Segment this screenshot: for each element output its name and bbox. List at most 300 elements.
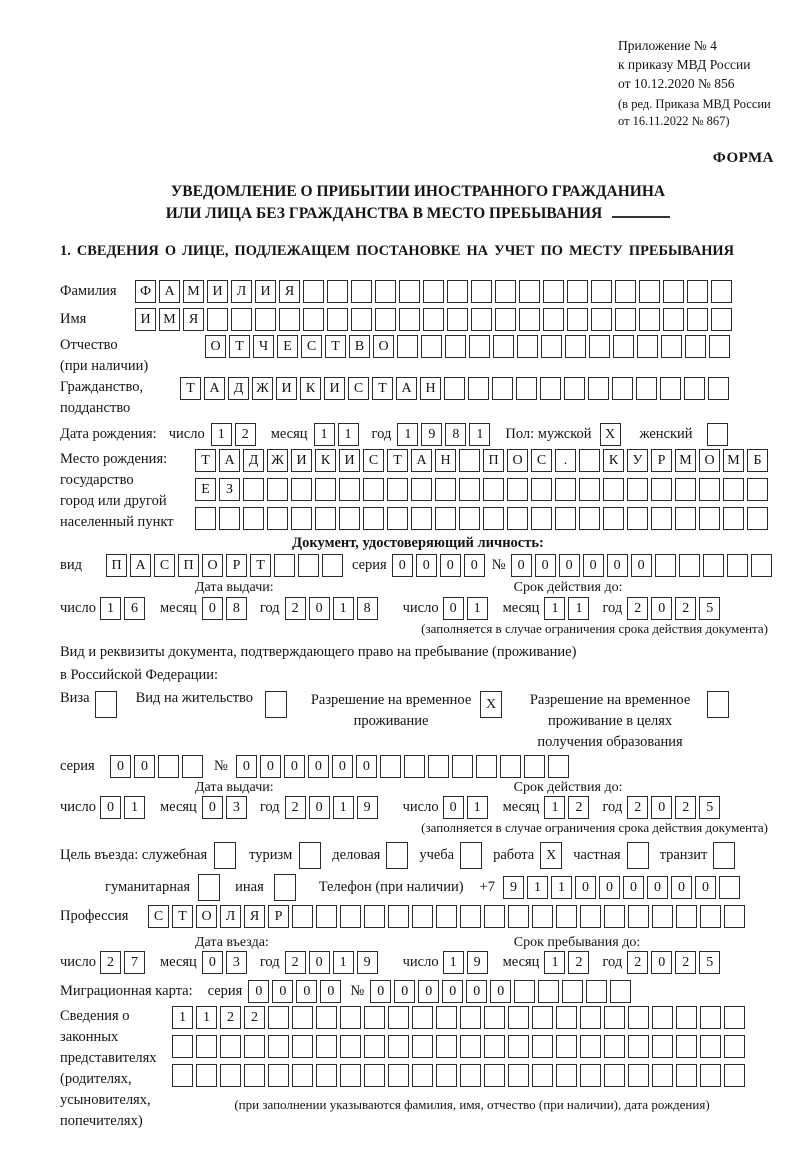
char-cell[interactable]: 8 (357, 597, 378, 620)
char-cell[interactable] (604, 1064, 625, 1087)
residence-issue-day-input[interactable] (100, 796, 148, 819)
char-cell[interactable]: 9 (421, 423, 442, 446)
char-cell[interactable]: Ч (253, 335, 274, 358)
char-cell[interactable] (207, 308, 228, 331)
char-cell[interactable] (627, 507, 648, 530)
char-cell[interactable]: 9 (503, 876, 524, 899)
char-cell[interactable] (676, 1064, 697, 1087)
char-cell[interactable] (700, 1064, 721, 1087)
birth-day-input[interactable] (211, 423, 259, 446)
char-cell[interactable] (580, 905, 601, 928)
char-cell[interactable]: О (507, 449, 528, 472)
purpose-official-checkbox[interactable] (214, 842, 236, 869)
char-cell[interactable] (548, 755, 569, 778)
char-cell[interactable]: С (531, 449, 552, 472)
char-cell[interactable] (517, 335, 538, 358)
char-cell[interactable] (315, 478, 336, 501)
char-cell[interactable] (268, 1006, 289, 1029)
char-cell[interactable]: Ф (135, 280, 156, 303)
char-cell[interactable]: 0 (236, 755, 257, 778)
visa-checkbox[interactable] (95, 691, 117, 718)
char-cell[interactable] (531, 478, 552, 501)
char-cell[interactable]: И (207, 280, 228, 303)
residence-issue-month-input[interactable] (202, 796, 250, 819)
char-cell[interactable] (747, 507, 768, 530)
char-cell[interactable]: 2 (235, 423, 256, 446)
purpose-study-checkbox[interactable] (460, 842, 482, 869)
char-cell[interactable]: 0 (607, 554, 628, 577)
char-cell[interactable] (445, 335, 466, 358)
char-cell[interactable] (724, 1006, 745, 1029)
char-cell[interactable] (388, 1064, 409, 1087)
char-cell[interactable] (567, 308, 588, 331)
char-cell[interactable] (363, 507, 384, 530)
char-cell[interactable] (612, 377, 633, 400)
char-cell[interactable] (351, 280, 372, 303)
char-cell[interactable]: 2 (627, 597, 648, 620)
birth-place-row1-input[interactable] (195, 449, 771, 472)
char-cell[interactable] (469, 335, 490, 358)
char-cell[interactable]: 1 (544, 951, 565, 974)
char-cell[interactable]: 6 (124, 597, 145, 620)
char-cell[interactable] (388, 1035, 409, 1058)
char-cell[interactable] (412, 1006, 433, 1029)
char-cell[interactable] (471, 308, 492, 331)
char-cell[interactable] (651, 507, 672, 530)
char-cell[interactable] (411, 507, 432, 530)
char-cell[interactable] (444, 377, 465, 400)
char-cell[interactable]: 1 (338, 423, 359, 446)
char-cell[interactable] (387, 478, 408, 501)
char-cell[interactable] (651, 478, 672, 501)
birth-place-row3-input[interactable] (195, 507, 771, 530)
char-cell[interactable] (471, 280, 492, 303)
char-cell[interactable] (591, 308, 612, 331)
char-cell[interactable] (493, 335, 514, 358)
char-cell[interactable]: Б (747, 449, 768, 472)
char-cell[interactable]: 0 (466, 980, 487, 1003)
char-cell[interactable] (484, 1006, 505, 1029)
char-cell[interactable] (540, 377, 561, 400)
char-cell[interactable] (399, 280, 420, 303)
char-cell[interactable] (628, 905, 649, 928)
temp-residence-edu-checkbox[interactable] (707, 691, 729, 718)
char-cell[interactable] (327, 280, 348, 303)
char-cell[interactable] (412, 905, 433, 928)
surname-input[interactable] (135, 280, 735, 303)
char-cell[interactable] (340, 1035, 361, 1058)
char-cell[interactable]: Ж (267, 449, 288, 472)
char-cell[interactable]: 0 (651, 951, 672, 974)
char-cell[interactable]: 0 (134, 755, 155, 778)
char-cell[interactable]: 2 (220, 1006, 241, 1029)
char-cell[interactable] (452, 755, 473, 778)
char-cell[interactable] (615, 308, 636, 331)
char-cell[interactable] (663, 308, 684, 331)
char-cell[interactable]: С (348, 377, 369, 400)
char-cell[interactable] (243, 507, 264, 530)
char-cell[interactable] (397, 335, 418, 358)
migration-card-series-input[interactable] (248, 980, 344, 1003)
char-cell[interactable]: 0 (284, 755, 305, 778)
char-cell[interactable]: 1 (211, 423, 232, 446)
char-cell[interactable]: 1 (551, 876, 572, 899)
char-cell[interactable]: 0 (651, 597, 672, 620)
char-cell[interactable] (699, 478, 720, 501)
char-cell[interactable] (423, 280, 444, 303)
sex-female-checkbox[interactable] (707, 423, 728, 446)
char-cell[interactable] (172, 1064, 193, 1087)
char-cell[interactable] (588, 377, 609, 400)
char-cell[interactable]: Т (387, 449, 408, 472)
char-cell[interactable] (603, 478, 624, 501)
char-cell[interactable] (484, 905, 505, 928)
char-cell[interactable] (580, 1064, 601, 1087)
char-cell[interactable]: 1 (467, 796, 488, 819)
char-cell[interactable] (375, 308, 396, 331)
char-cell[interactable]: 1 (100, 597, 121, 620)
char-cell[interactable] (565, 335, 586, 358)
char-cell[interactable]: 2 (675, 951, 696, 974)
char-cell[interactable]: 0 (440, 554, 461, 577)
char-cell[interactable] (421, 335, 442, 358)
char-cell[interactable]: 0 (695, 876, 716, 899)
residence-series-input[interactable] (110, 755, 206, 778)
char-cell[interactable] (519, 280, 540, 303)
char-cell[interactable]: М (183, 280, 204, 303)
char-cell[interactable]: А (130, 554, 151, 577)
char-cell[interactable] (703, 554, 724, 577)
char-cell[interactable] (719, 876, 740, 899)
char-cell[interactable] (196, 1064, 217, 1087)
doc-number-input[interactable] (511, 554, 775, 577)
char-cell[interactable]: 0 (631, 554, 652, 577)
char-cell[interactable] (411, 478, 432, 501)
temp-residence-checkbox[interactable]: X (480, 691, 502, 718)
char-cell[interactable] (676, 905, 697, 928)
char-cell[interactable]: 0 (392, 554, 413, 577)
stay-year-input[interactable] (627, 951, 723, 974)
char-cell[interactable]: 0 (248, 980, 269, 1003)
char-cell[interactable] (700, 905, 721, 928)
char-cell[interactable] (724, 1035, 745, 1058)
char-cell[interactable]: 0 (296, 980, 317, 1003)
residence-valid-year-input[interactable] (627, 796, 723, 819)
char-cell[interactable]: И (255, 280, 276, 303)
char-cell[interactable]: О (699, 449, 720, 472)
legal-row2-input[interactable] (172, 1035, 772, 1058)
char-cell[interactable] (292, 905, 313, 928)
char-cell[interactable] (532, 905, 553, 928)
char-cell[interactable] (708, 377, 729, 400)
char-cell[interactable]: Н (435, 449, 456, 472)
char-cell[interactable]: И (339, 449, 360, 472)
char-cell[interactable] (524, 755, 545, 778)
char-cell[interactable] (492, 377, 513, 400)
char-cell[interactable]: И (324, 377, 345, 400)
char-cell[interactable]: Т (325, 335, 346, 358)
char-cell[interactable]: 2 (627, 951, 648, 974)
char-cell[interactable] (604, 905, 625, 928)
char-cell[interactable] (291, 478, 312, 501)
char-cell[interactable]: 0 (443, 597, 464, 620)
char-cell[interactable]: 1 (397, 423, 418, 446)
char-cell[interactable] (613, 335, 634, 358)
char-cell[interactable]: О (205, 335, 226, 358)
char-cell[interactable] (711, 280, 732, 303)
char-cell[interactable]: 1 (333, 796, 354, 819)
char-cell[interactable] (380, 755, 401, 778)
stay-day-input[interactable] (443, 951, 491, 974)
char-cell[interactable] (436, 1006, 457, 1029)
char-cell[interactable] (316, 1006, 337, 1029)
char-cell[interactable]: 0 (110, 755, 131, 778)
char-cell[interactable]: . (555, 449, 576, 472)
char-cell[interactable]: 1 (568, 597, 589, 620)
char-cell[interactable] (639, 308, 660, 331)
char-cell[interactable] (460, 1035, 481, 1058)
char-cell[interactable]: О (373, 335, 394, 358)
char-cell[interactable] (727, 554, 748, 577)
char-cell[interactable]: С (154, 554, 175, 577)
char-cell[interactable] (364, 1006, 385, 1029)
char-cell[interactable] (579, 507, 600, 530)
char-cell[interactable]: 0 (260, 755, 281, 778)
char-cell[interactable]: 0 (599, 876, 620, 899)
char-cell[interactable]: 2 (285, 597, 306, 620)
char-cell[interactable] (556, 905, 577, 928)
char-cell[interactable]: П (178, 554, 199, 577)
char-cell[interactable] (460, 1064, 481, 1087)
char-cell[interactable]: А (159, 280, 180, 303)
char-cell[interactable]: 0 (272, 980, 293, 1003)
char-cell[interactable]: 0 (202, 597, 223, 620)
char-cell[interactable] (507, 478, 528, 501)
doc-issue-day-input[interactable] (100, 597, 148, 620)
char-cell[interactable] (364, 1064, 385, 1087)
char-cell[interactable] (676, 1035, 697, 1058)
char-cell[interactable]: П (106, 554, 127, 577)
char-cell[interactable] (723, 507, 744, 530)
char-cell[interactable] (500, 755, 521, 778)
char-cell[interactable] (652, 1006, 673, 1029)
char-cell[interactable] (589, 335, 610, 358)
char-cell[interactable]: 0 (202, 951, 223, 974)
char-cell[interactable] (158, 755, 179, 778)
char-cell[interactable] (231, 308, 252, 331)
purpose-humanitarian-checkbox[interactable] (198, 874, 220, 901)
char-cell[interactable] (532, 1035, 553, 1058)
char-cell[interactable]: 1 (172, 1006, 193, 1029)
char-cell[interactable] (460, 1006, 481, 1029)
patronymic-input[interactable] (205, 335, 733, 358)
profession-input[interactable] (148, 905, 748, 928)
char-cell[interactable] (532, 1064, 553, 1087)
residence-valid-month-input[interactable] (544, 796, 592, 819)
char-cell[interactable] (196, 1035, 217, 1058)
char-cell[interactable]: 2 (675, 597, 696, 620)
char-cell[interactable] (495, 280, 516, 303)
char-cell[interactable]: 0 (535, 554, 556, 577)
char-cell[interactable] (476, 755, 497, 778)
char-cell[interactable] (591, 280, 612, 303)
char-cell[interactable]: К (300, 377, 321, 400)
char-cell[interactable] (603, 507, 624, 530)
char-cell[interactable] (724, 1064, 745, 1087)
char-cell[interactable] (687, 280, 708, 303)
doc-issue-month-input[interactable] (202, 597, 250, 620)
char-cell[interactable]: Т (372, 377, 393, 400)
char-cell[interactable] (567, 280, 588, 303)
char-cell[interactable]: 0 (559, 554, 580, 577)
char-cell[interactable] (507, 507, 528, 530)
char-cell[interactable]: 2 (244, 1006, 265, 1029)
char-cell[interactable]: С (301, 335, 322, 358)
char-cell[interactable] (340, 905, 361, 928)
char-cell[interactable] (660, 377, 681, 400)
char-cell[interactable]: М (723, 449, 744, 472)
residence-permit-checkbox[interactable] (265, 691, 287, 718)
purpose-tourism-checkbox[interactable] (299, 842, 321, 869)
char-cell[interactable] (543, 308, 564, 331)
char-cell[interactable]: 1 (333, 951, 354, 974)
residence-valid-day-input[interactable] (443, 796, 491, 819)
char-cell[interactable] (628, 1035, 649, 1058)
char-cell[interactable] (255, 308, 276, 331)
char-cell[interactable] (655, 554, 676, 577)
char-cell[interactable] (219, 507, 240, 530)
char-cell[interactable] (484, 1035, 505, 1058)
char-cell[interactable]: 0 (671, 876, 692, 899)
char-cell[interactable]: К (315, 449, 336, 472)
char-cell[interactable]: О (196, 905, 217, 928)
char-cell[interactable]: 0 (356, 755, 377, 778)
char-cell[interactable] (364, 1035, 385, 1058)
char-cell[interactable] (556, 1064, 577, 1087)
doc-issue-year-input[interactable] (285, 597, 381, 620)
char-cell[interactable]: 0 (442, 980, 463, 1003)
char-cell[interactable] (298, 554, 319, 577)
char-cell[interactable]: 8 (226, 597, 247, 620)
legal-row1-input[interactable] (172, 1006, 772, 1029)
char-cell[interactable] (460, 905, 481, 928)
char-cell[interactable]: 1 (314, 423, 335, 446)
char-cell[interactable]: 9 (467, 951, 488, 974)
char-cell[interactable]: 0 (647, 876, 668, 899)
char-cell[interactable]: Р (651, 449, 672, 472)
char-cell[interactable] (447, 280, 468, 303)
char-cell[interactable] (267, 507, 288, 530)
char-cell[interactable]: У (627, 449, 648, 472)
char-cell[interactable]: 2 (285, 796, 306, 819)
char-cell[interactable] (580, 1006, 601, 1029)
char-cell[interactable] (363, 478, 384, 501)
char-cell[interactable]: И (276, 377, 297, 400)
char-cell[interactable] (340, 1064, 361, 1087)
entry-year-input[interactable] (285, 951, 381, 974)
char-cell[interactable]: Н (420, 377, 441, 400)
char-cell[interactable] (556, 1006, 577, 1029)
char-cell[interactable] (579, 478, 600, 501)
char-cell[interactable]: А (219, 449, 240, 472)
char-cell[interactable]: С (148, 905, 169, 928)
char-cell[interactable] (322, 554, 343, 577)
birth-year-input[interactable] (397, 423, 493, 446)
char-cell[interactable] (244, 1035, 265, 1058)
char-cell[interactable]: 1 (527, 876, 548, 899)
char-cell[interactable]: С (363, 449, 384, 472)
char-cell[interactable]: Д (243, 449, 264, 472)
char-cell[interactable]: 1 (333, 597, 354, 620)
char-cell[interactable]: 0 (394, 980, 415, 1003)
char-cell[interactable]: М (675, 449, 696, 472)
char-cell[interactable] (709, 335, 730, 358)
char-cell[interactable] (685, 335, 706, 358)
char-cell[interactable] (244, 1064, 265, 1087)
char-cell[interactable] (684, 377, 705, 400)
char-cell[interactable] (267, 478, 288, 501)
purpose-business-checkbox[interactable] (386, 842, 408, 869)
char-cell[interactable]: Я (279, 280, 300, 303)
char-cell[interactable] (628, 1064, 649, 1087)
char-cell[interactable]: 1 (469, 423, 490, 446)
doc-valid-day-input[interactable] (443, 597, 491, 620)
char-cell[interactable]: 2 (675, 796, 696, 819)
char-cell[interactable]: И (291, 449, 312, 472)
char-cell[interactable] (652, 1064, 673, 1087)
char-cell[interactable] (292, 1064, 313, 1087)
char-cell[interactable]: 3 (226, 796, 247, 819)
char-cell[interactable] (172, 1035, 193, 1058)
char-cell[interactable] (399, 308, 420, 331)
phone-input[interactable] (503, 876, 743, 899)
char-cell[interactable] (423, 308, 444, 331)
char-cell[interactable]: 0 (308, 755, 329, 778)
char-cell[interactable]: 1 (443, 951, 464, 974)
char-cell[interactable]: Л (220, 905, 241, 928)
char-cell[interactable]: Т (229, 335, 250, 358)
char-cell[interactable]: 5 (699, 597, 720, 620)
char-cell[interactable] (316, 1064, 337, 1087)
char-cell[interactable]: А (396, 377, 417, 400)
char-cell[interactable] (428, 755, 449, 778)
char-cell[interactable] (292, 1006, 313, 1029)
char-cell[interactable]: 0 (443, 796, 464, 819)
char-cell[interactable]: И (135, 308, 156, 331)
char-cell[interactable]: 0 (418, 980, 439, 1003)
char-cell[interactable]: Д (228, 377, 249, 400)
char-cell[interactable]: 0 (202, 796, 223, 819)
char-cell[interactable]: 1 (544, 597, 565, 620)
char-cell[interactable]: 0 (490, 980, 511, 1003)
char-cell[interactable]: 1 (196, 1006, 217, 1029)
char-cell[interactable]: Ж (252, 377, 273, 400)
char-cell[interactable] (316, 905, 337, 928)
char-cell[interactable] (723, 478, 744, 501)
doc-series-input[interactable] (392, 554, 488, 577)
given-name-input[interactable] (135, 308, 735, 331)
char-cell[interactable] (508, 905, 529, 928)
char-cell[interactable]: Т (180, 377, 201, 400)
char-cell[interactable]: 0 (100, 796, 121, 819)
char-cell[interactable] (751, 554, 772, 577)
char-cell[interactable]: К (603, 449, 624, 472)
doc-type-input[interactable] (106, 554, 346, 577)
char-cell[interactable] (436, 1035, 457, 1058)
char-cell[interactable]: 1 (467, 597, 488, 620)
char-cell[interactable] (564, 377, 585, 400)
char-cell[interactable]: 0 (332, 755, 353, 778)
